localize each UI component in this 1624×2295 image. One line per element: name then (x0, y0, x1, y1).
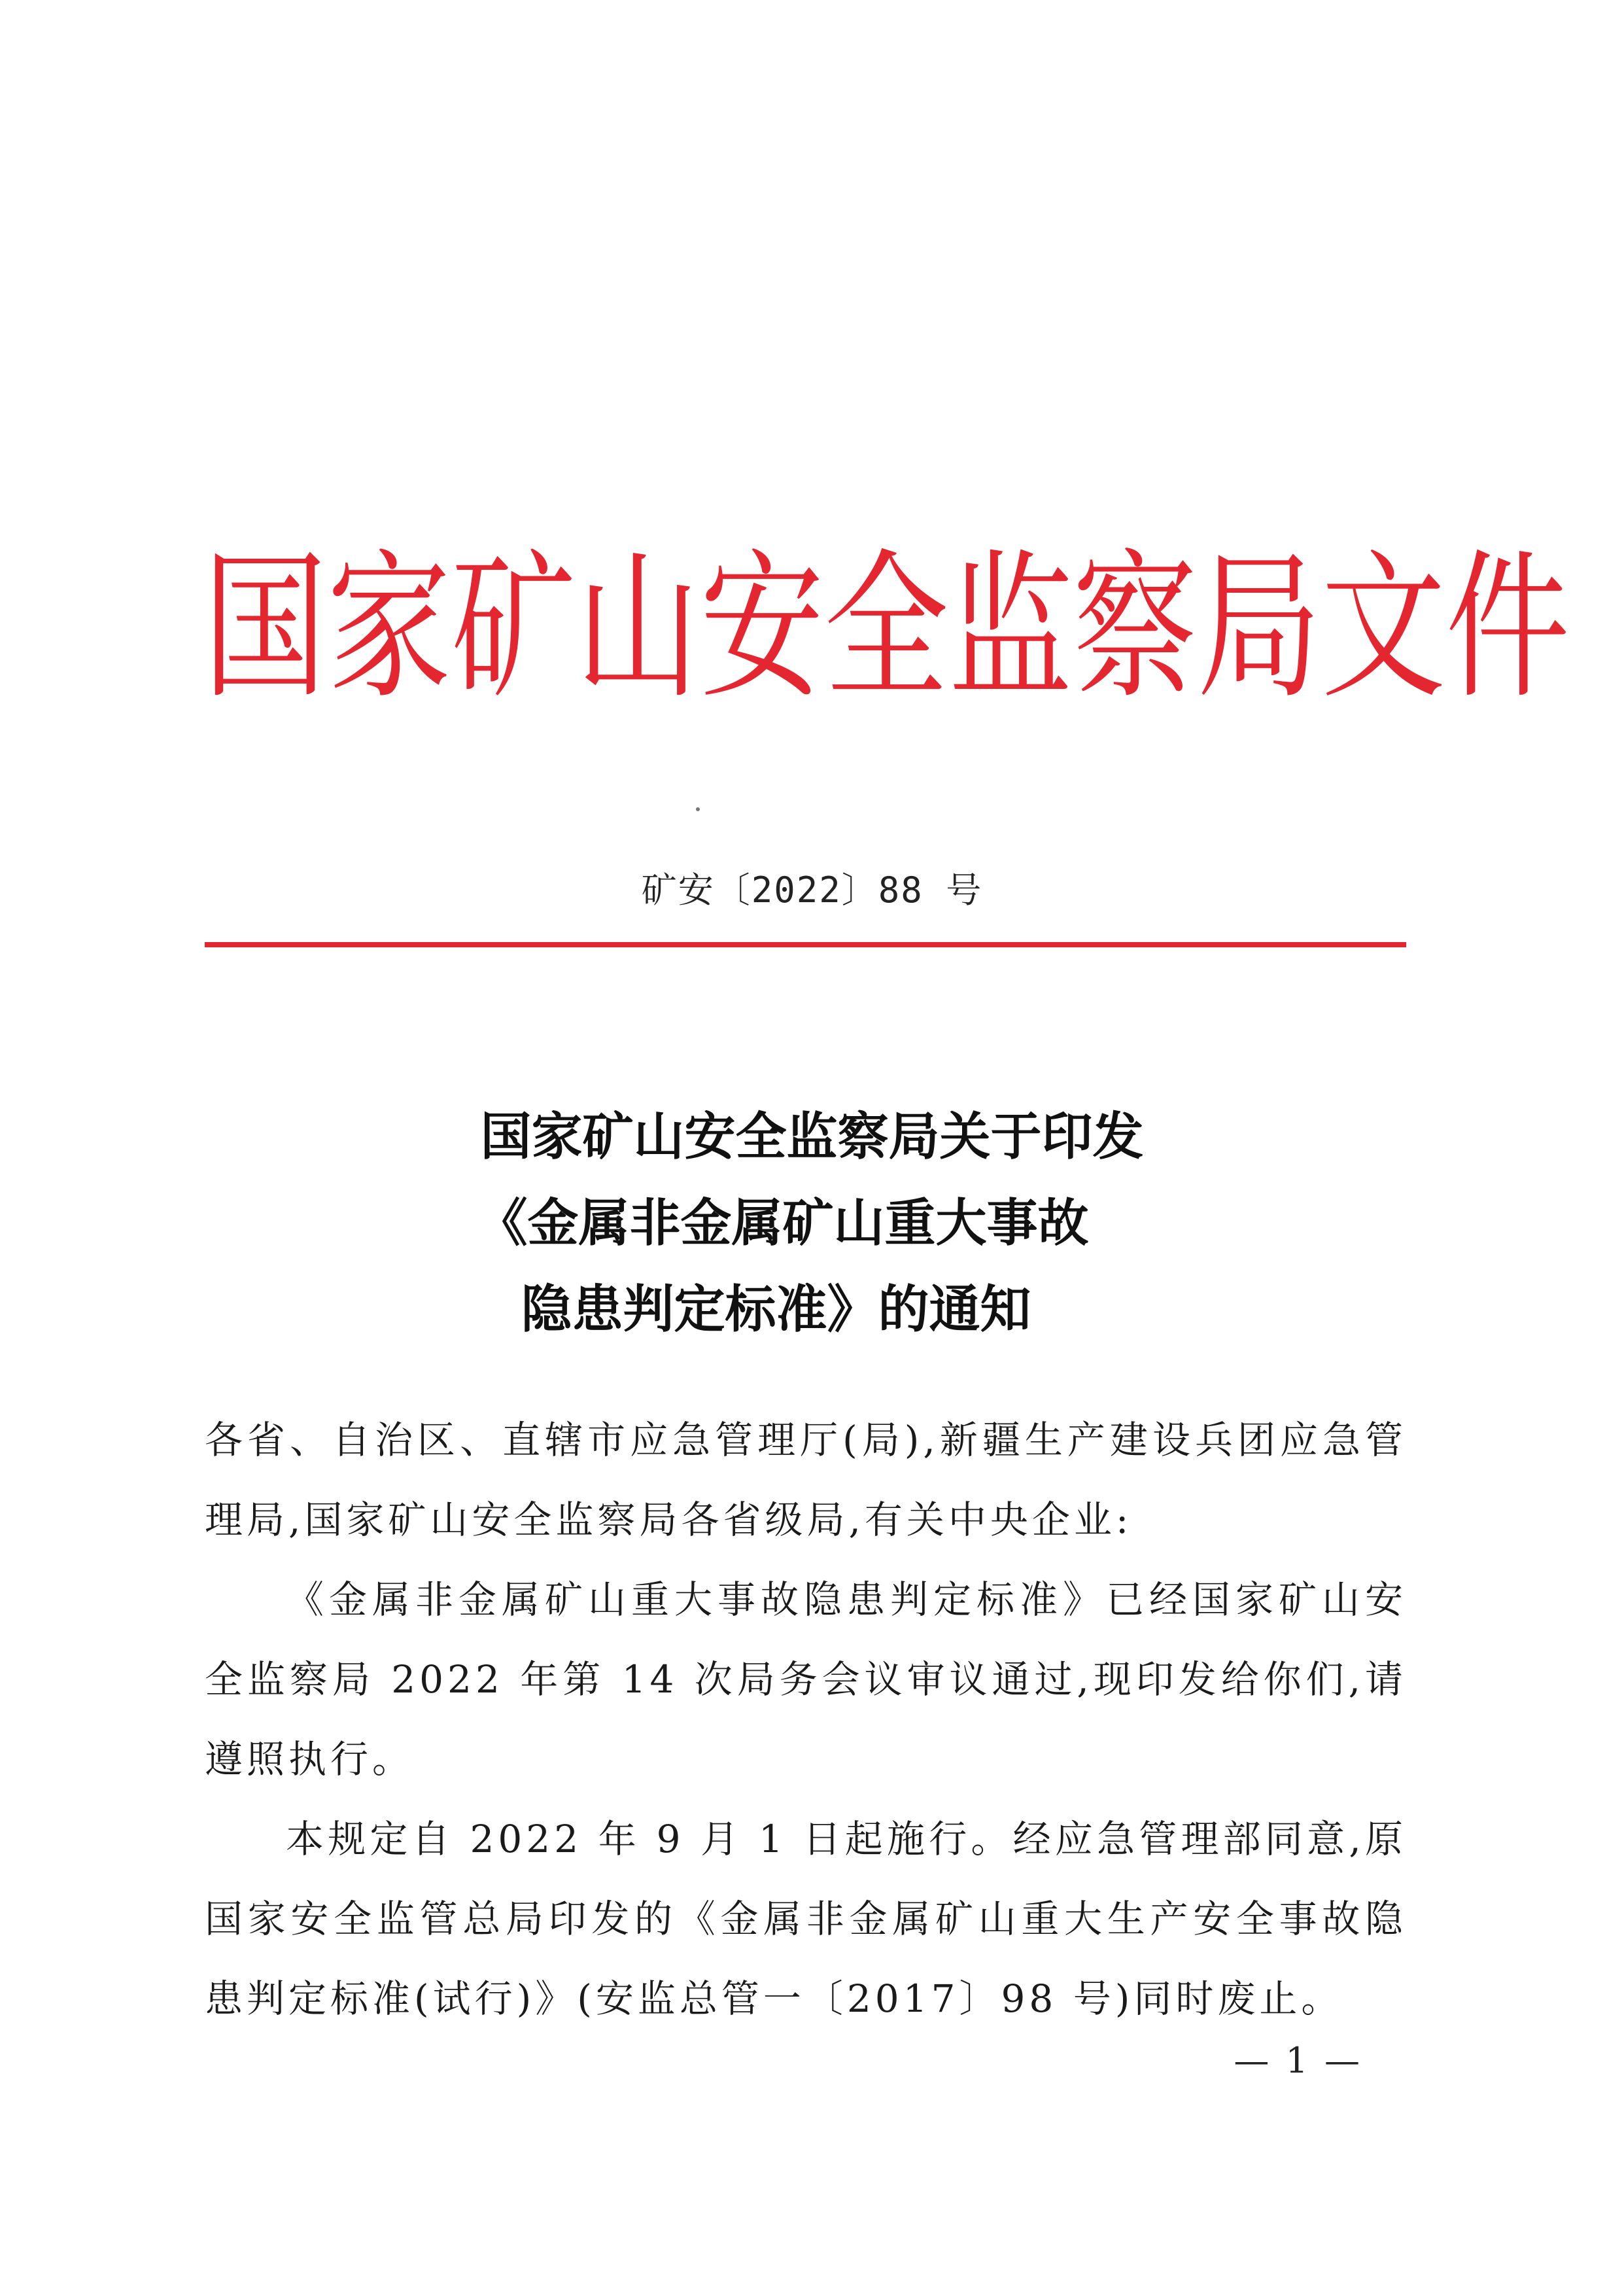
masthead-character: 件 (1445, 534, 1570, 720)
masthead-character: 监 (948, 534, 1073, 720)
masthead-character: 矿 (451, 534, 576, 720)
masthead-character: 察 (1073, 534, 1198, 720)
document-title (0, 1094, 1624, 1353)
addressee-paragraph: 各省、自治区、直辖市应急管理厅(局),新疆生产建设兵团应急管理局,国家矿山安全监察局各省级局,有关中央企业: (205, 1418, 1407, 1542)
masthead-character: 山 (576, 534, 700, 720)
masthead-character: 文 (1321, 534, 1446, 720)
masthead-character: 安 (700, 534, 825, 720)
masthead-character: 家 (327, 534, 452, 720)
document-number: 矿安〔2022〕88 号 (641, 869, 983, 911)
red-separator-line (205, 942, 1406, 947)
body-paragraph-2: 本规定自 2022 年 9 月 1 日起施行。经应急管理部同意,原国家安全监管总局印发的《金属非金属矿山重大生产安全事故隐患判定标准(试行)》(安监总管一〔2017〕98 号)同时废止。 (205, 1817, 1407, 2021)
title-line-2: 《金属非金属矿山重大事故 (476, 1193, 1089, 1253)
body-paragraph-1: 《金属非金属矿山重大事故隐患判定标准》已经国家矿山安全监察局 2022 年第 14 次局务会议审议通过,现印发给你们,请遵照执行。 (205, 1577, 1407, 1781)
masthead-character: 国 (203, 534, 328, 720)
page-number: — 1 — (1234, 2040, 1362, 2081)
title-line-1: 国家矿山安全监察局关于印发 (480, 1107, 1144, 1166)
masthead-character: 局 (1197, 534, 1322, 720)
masthead-title (203, 534, 1570, 720)
title-line-3: 隐患判定标准》的通知 (521, 1280, 1031, 1339)
masthead-character: 全 (824, 534, 949, 720)
scan-artifact-dot (696, 807, 700, 811)
document-body (205, 1400, 1407, 2039)
